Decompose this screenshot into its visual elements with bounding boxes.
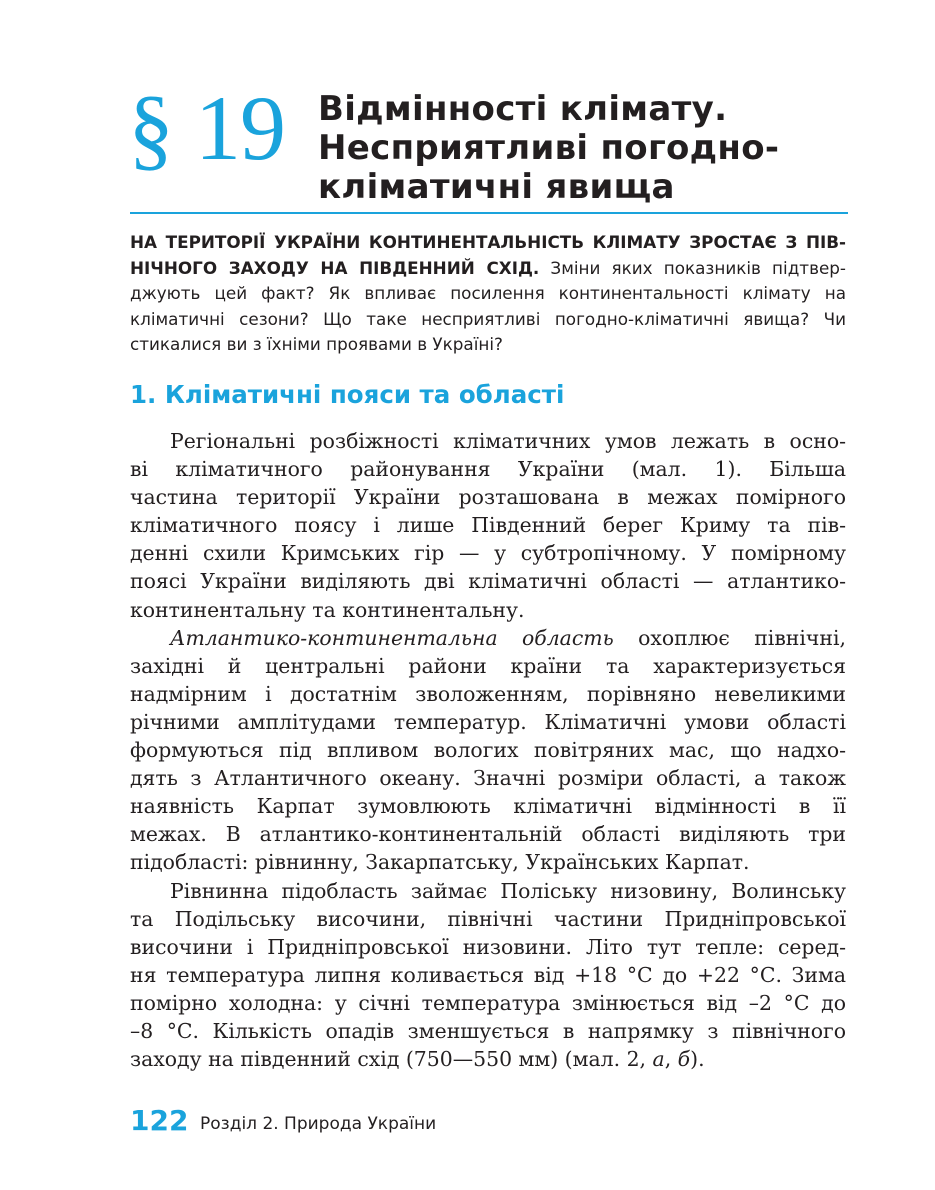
intro-line: стикалися ви з їхніми проявами в Україні?: [130, 334, 503, 354]
body-line: річними амплітудами температур. Кліматичні умови області: [130, 709, 846, 734]
body-line: надмірним і достатнім зволоженням, порівняно невеликими: [130, 681, 846, 706]
body-line: –8 °С. Кількість опадів зменшується в напрямку з північного: [130, 1018, 846, 1043]
body-text-span: ,: [664, 1047, 678, 1072]
figure-ref-b: б: [677, 1047, 691, 1072]
page-number: 122: [130, 1104, 189, 1137]
section-number: § 19: [128, 77, 285, 179]
intro-line: кліматичні сезони? Що таке несприятливі погодно-кліматичні явища? Чи: [130, 308, 846, 329]
intro-line: джують цей факт? Як впливає посилення континентальності клімату на: [130, 283, 846, 303]
body-line: частина території України розташована в межах помірного: [130, 485, 846, 510]
body-line: Рівнинна підобласть займає Поліську низовину, Волинську: [170, 878, 846, 903]
body-line: поясі України виділяють дві кліматичні області — атлантико-: [130, 569, 846, 594]
body-line: помірно холодна: у січні температура змінюється від –2 °С до: [130, 990, 846, 1015]
section-title-line: Несприятливі погодно-: [318, 128, 780, 168]
italic-term: Атлантико-континентальна область: [170, 625, 614, 650]
body-line: континентальну та континентальну.: [130, 597, 525, 622]
body-line: височини і Придніпровської низовини. Літо тут тепле: серед-: [130, 934, 846, 959]
body-text-span: ).: [690, 1047, 705, 1072]
intro-bold-text: НІЧНОГО ЗАХОДУ НА ПІВДЕННИЙ СХІД.: [130, 257, 540, 278]
body-line: формуються під впливом вологих повітряних мас, що надхо-: [130, 738, 846, 763]
body-line: наявність Карпат зумовлюють кліматичні відмінності в її: [130, 794, 846, 819]
body-line: денні схили Кримських гір — у субтропічному. У помірному: [130, 541, 846, 566]
body-line: [130, 624, 846, 652]
body-line: підобласті: рівнинну, Закарпатську, Українських Карпат.: [130, 850, 750, 875]
body-line: дять з Атлантичного океану. Значні розміри області, а також: [130, 766, 846, 791]
body-line: ня температура липня коливається від +18 °С до +22 °С. Зима: [130, 962, 846, 987]
body-line: Регіональні розбіжності кліматичних умов лежать в осно-: [170, 429, 846, 453]
intro-text: Зміни яких показників підтвер-: [539, 257, 846, 278]
body-text-span: заходу на південний схід (750—550 мм) (мал. 2,: [130, 1047, 653, 1072]
body-line: [130, 1045, 846, 1073]
intro-bold-text: НА ТЕРИТОРІЇ УКРАЇНИ КОНТИНЕНТАЛЬНІСТЬ КЛІМАТУ ЗРОСТАЄ З ПІВ-: [130, 232, 846, 252]
intro-paragraph: [130, 230, 846, 358]
chapter-title: Розділ 2. Природа України: [200, 1114, 437, 1134]
body-text-span: охоплює північні,: [613, 625, 846, 650]
title-divider: [130, 212, 848, 214]
section-title: [318, 90, 818, 207]
figure-ref-a: а: [652, 1047, 665, 1072]
body-line: кліматичного поясу і лише Південний берег Криму та пів-: [130, 513, 846, 538]
body-line: межах. В атлантико-континентальній області виділяють три: [130, 822, 846, 847]
subsection-heading: 1. Кліматичні пояси та області: [130, 380, 565, 409]
intro-line: [130, 230, 846, 256]
body-line: західні й центральні райони країни та характеризується: [130, 653, 846, 678]
intro-line: [130, 256, 846, 282]
body-line: ві кліматичного районування України (мал. 1). Більша: [130, 457, 846, 482]
body-line: та Подільську височини, північні частини Придніпровської: [130, 906, 846, 931]
section-title-line: Відмінності клімату.: [318, 89, 728, 129]
body-text: [130, 427, 846, 1073]
section-title-line: кліматичні явища: [318, 167, 675, 207]
